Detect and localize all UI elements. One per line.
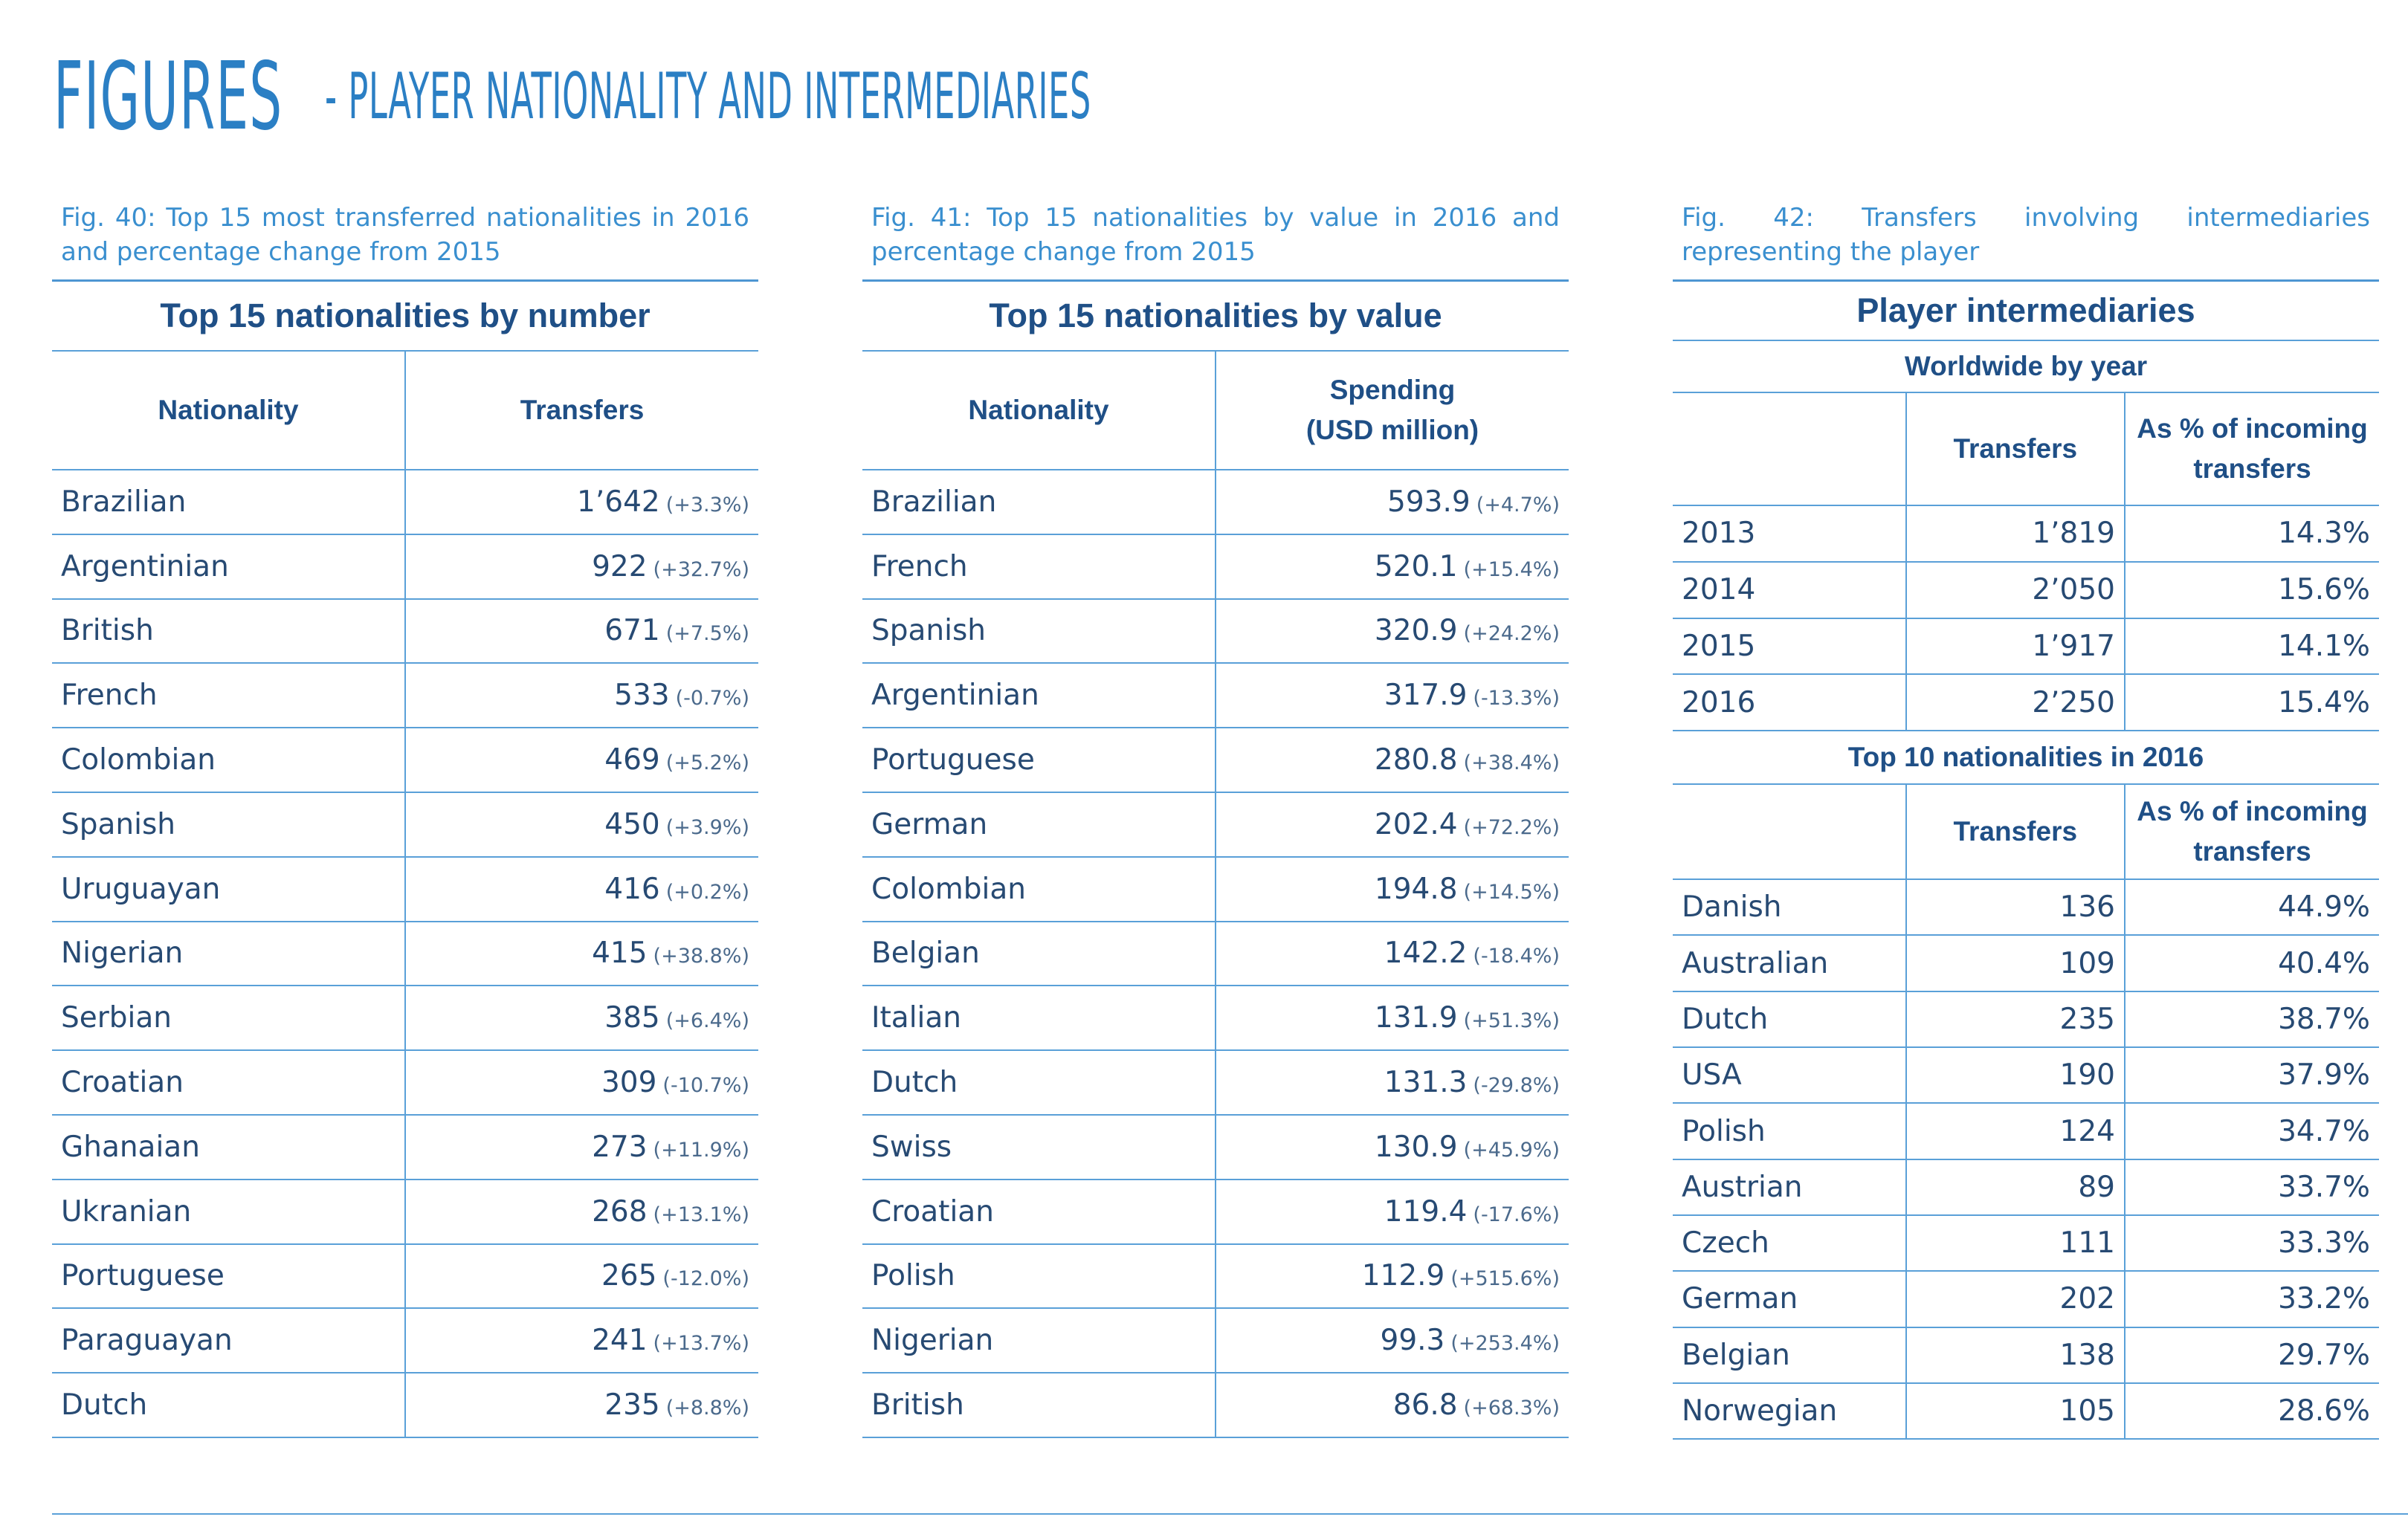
percent-cell: 33.2% [2125,1271,2379,1327]
fig41-title: Top 15 nationalities by value [862,281,1569,352]
table-row [862,599,1569,664]
change-text: (+4.7%) [1476,493,1560,517]
transfers-cell: 235 [1906,991,2125,1047]
transfers-cell: 1’819 [1906,505,2125,562]
change-text: (+253.4%) [1450,1332,1560,1356]
row-label-cell: German [1673,1271,1906,1327]
table-row [52,534,758,599]
fig41-header-spending-line2: (USD million) [1305,415,1479,445]
table-row [1673,935,2379,991]
change-text: (+38.8%) [653,945,749,968]
value-cell [405,663,758,728]
transfers-cell: 105 [1906,1383,2125,1439]
value-text: 86.8 [1392,1388,1458,1423]
row-label-cell: Czech [1673,1215,1906,1271]
fig42-section-worldwide: Worldwide by year [1673,340,2379,392]
table-row [1673,1215,2379,1271]
row-label-cell: Polish [1673,1103,1906,1159]
fig40-header-nationality: Nationality [52,351,405,470]
percent-cell: 15.4% [2125,674,2379,731]
value-cell [405,922,758,986]
value-text: 320.9 [1374,614,1458,648]
row-label-cell: USA [1673,1047,1906,1103]
nationality-cell: British [862,1373,1216,1437]
nationality-cell: Uruguayan [52,857,405,922]
value-text: 119.4 [1384,1194,1468,1229]
fig42-header-empty-2 [1673,784,1906,879]
fig41-header-nationality: Nationality [862,351,1216,470]
nationality-cell: Croatian [52,1050,405,1115]
change-text: (+13.7%) [653,1332,749,1356]
value-text: 265 [601,1259,657,1293]
nationality-cell: Nigerian [862,1308,1216,1373]
percent-cell: 33.3% [2125,1215,2379,1271]
table-row [862,1180,1569,1244]
value-text: 317.9 [1384,679,1468,713]
value-text: 112.9 [1361,1259,1445,1293]
value-text: 273 [592,1130,648,1164]
value-cell [1216,1308,1569,1373]
table-row [862,534,1569,599]
nationality-cell: Argentinian [52,534,405,599]
transfers-cell: 138 [1906,1327,2125,1383]
row-label-cell: Australian [1673,935,1906,991]
change-text: (+0.2%) [665,880,749,904]
value-text: 469 [604,743,660,777]
fig42-title: Player intermediaries [1673,281,2379,341]
percent-cell: 14.3% [2125,505,2379,562]
value-cell [1216,470,1569,534]
nationality-cell: Brazilian [862,470,1216,534]
table-row [862,1308,1569,1373]
transfers-cell: 190 [1906,1047,2125,1103]
table-row [52,792,758,857]
value-cell [405,857,758,922]
value-text: 1’642 [577,485,660,519]
value-cell [1216,534,1569,599]
value-cell [405,1050,758,1115]
table-row [862,728,1569,792]
table-row [52,1050,758,1115]
table-row [1673,879,2379,935]
change-text: (+24.2%) [1463,622,1560,646]
value-cell [1216,922,1569,986]
change-text: (-13.3%) [1473,687,1560,711]
value-text: 131.3 [1384,1066,1468,1100]
transfers-cell: 89 [1906,1159,2125,1215]
table-row [52,1115,758,1180]
fig42-table [1673,279,2379,1440]
change-text: (+68.3%) [1463,1397,1560,1420]
table-row [862,663,1569,728]
change-text: (+11.9%) [653,1138,749,1162]
value-cell [1216,1180,1569,1244]
value-cell [405,1244,758,1309]
fig40-title: Top 15 nationalities by number [52,281,758,352]
fig42-header-pct-2 [2125,784,2379,879]
table-row [862,1373,1569,1437]
value-text: 99.3 [1380,1324,1445,1358]
value-text: 416 [604,872,660,906]
value-cell [405,534,758,599]
value-cell [405,728,758,792]
footer-divider [52,1513,2408,1515]
fig42-nationality-rows [1673,879,2379,1439]
nationality-cell: Ghanaian [52,1115,405,1180]
nationality-cell: Colombian [52,728,405,792]
table-row [52,728,758,792]
value-cell [405,986,758,1050]
nationality-cell: Spanish [52,792,405,857]
row-label-cell: 2014 [1673,562,1906,618]
transfers-cell: 2’250 [1906,674,2125,731]
fig41-rows [862,470,1569,1437]
table-row [1673,1159,2379,1215]
change-text: (+14.5%) [1463,880,1560,904]
value-cell [405,599,758,664]
value-text: 922 [592,549,648,583]
fig42-caption: Fig. 42: Transfers involving intermediaries representing the player [1682,203,2370,267]
value-cell [1216,1050,1569,1115]
fig42-year-rows [1673,505,2379,731]
nationality-cell: Belgian [862,922,1216,986]
table-row [1673,1103,2379,1159]
table-row [1673,991,2379,1047]
table-row [862,1050,1569,1115]
change-text: (-12.0%) [662,1267,749,1291]
percent-cell: 40.4% [2125,935,2379,991]
value-cell [1216,728,1569,792]
nationality-cell: Argentinian [862,663,1216,728]
value-cell [1216,599,1569,664]
row-label-cell: 2016 [1673,674,1906,731]
value-cell [1216,1244,1569,1309]
table-row [862,857,1569,922]
page-title-sub: - PLAYER NATIONALITY AND INTERMEDIARIES [325,59,1091,134]
table-row [52,922,758,986]
percent-cell: 28.6% [2125,1383,2379,1439]
transfers-cell: 1’917 [1906,618,2125,675]
percent-cell: 14.1% [2125,618,2379,675]
table-row [1673,618,2379,675]
fig41-table [862,279,1569,1438]
value-cell [1216,1373,1569,1437]
value-cell [405,1373,758,1437]
change-text: (+3.3%) [665,493,749,517]
table-row [1673,562,2379,618]
fig40-rows [52,470,758,1437]
table-row [1673,505,2379,562]
value-cell [1216,986,1569,1050]
change-text: (+13.1%) [653,1203,749,1226]
transfers-cell: 124 [1906,1103,2125,1159]
fig41-panel [862,201,1569,1438]
value-text: 671 [604,614,660,648]
nationality-cell: Brazilian [52,470,405,534]
transfers-cell: 136 [1906,879,2125,935]
row-label-cell: 2013 [1673,505,1906,562]
value-text: 235 [604,1388,660,1423]
change-text: (+32.7%) [653,557,749,581]
value-cell [405,470,758,534]
value-cell [405,1115,758,1180]
change-text: (+7.5%) [665,622,749,646]
change-text: (-18.4%) [1473,945,1560,968]
nationality-cell: Italian [862,986,1216,1050]
table-row [52,663,758,728]
fig42-header-pct-1-line1: As % of incoming [2137,413,2368,444]
value-text: 520.1 [1374,549,1458,583]
fig42-panel [1673,201,2379,1440]
nationality-cell: Swiss [862,1115,1216,1180]
percent-cell: 29.7% [2125,1327,2379,1383]
nationality-cell: Ukranian [52,1180,405,1244]
fig41-caption: Fig. 41: Top 15 nationalities by value in 2016 and percentage change from 2015 [871,203,1560,267]
change-text: (-29.8%) [1473,1074,1560,1098]
change-text: (+72.2%) [1463,815,1560,839]
change-text: (+15.4%) [1463,557,1560,581]
value-text: 142.2 [1384,936,1468,971]
table-row [52,470,758,534]
value-text: 280.8 [1374,743,1458,777]
change-text: (+51.3%) [1463,1009,1560,1033]
change-text: (+6.4%) [665,1009,749,1033]
table-row [1673,1047,2379,1103]
nationality-cell: Paraguayan [52,1308,405,1373]
nationality-cell: Spanish [862,599,1216,664]
nationality-cell: Dutch [52,1373,405,1437]
value-text: 241 [592,1324,648,1358]
nationality-cell: Portuguese [862,728,1216,792]
transfers-cell: 2’050 [1906,562,2125,618]
table-row [862,1244,1569,1309]
percent-cell: 37.9% [2125,1047,2379,1103]
fig42-section-top10: Top 10 nationalities in 2016 [1673,731,2379,784]
fig40-table [52,279,758,1438]
fig40-panel [52,201,758,1438]
value-text: 533 [614,679,670,713]
percent-cell: 15.6% [2125,562,2379,618]
row-label-cell: Danish [1673,879,1906,935]
change-text: (+38.4%) [1463,751,1560,775]
nationality-cell: Serbian [52,986,405,1050]
change-text: (-0.7%) [675,687,749,711]
fig42-header-pct-1 [2125,392,2379,505]
nationality-cell: British [52,599,405,664]
nationality-cell: Croatian [862,1180,1216,1244]
table-row [862,1115,1569,1180]
fig40-header-transfers: Transfers [405,351,758,470]
table-row [52,1308,758,1373]
value-cell [1216,663,1569,728]
transfers-cell: 109 [1906,935,2125,991]
nationality-cell: German [862,792,1216,857]
change-text: (+8.8%) [665,1397,749,1420]
table-row [52,599,758,664]
fig42-header-pct-2-line1: As % of incoming [2137,796,2368,827]
fig42-header-pct-2-line2: transfers [2193,836,2311,867]
change-text: (-10.7%) [662,1074,749,1098]
table-row [1673,1383,2379,1439]
nationality-cell: Colombian [862,857,1216,922]
nationality-cell: Nigerian [52,922,405,986]
value-cell [1216,792,1569,857]
fig42-header-transfers-2: Transfers [1906,784,2125,879]
fig41-header-spending [1216,351,1569,470]
table-row [52,986,758,1050]
percent-cell: 38.7% [2125,991,2379,1047]
value-text: 131.9 [1374,1001,1458,1035]
value-text: 194.8 [1374,872,1458,906]
table-row [52,1180,758,1244]
value-cell [405,1308,758,1373]
fig42-header-empty-1 [1673,392,1906,505]
table-row [52,857,758,922]
fig42-header-pct-1-line2: transfers [2193,453,2311,484]
row-label-cell: Belgian [1673,1327,1906,1383]
change-text: (-17.6%) [1473,1203,1560,1226]
value-text: 385 [604,1001,660,1035]
row-label-cell: Dutch [1673,991,1906,1047]
nationality-cell: Dutch [862,1050,1216,1115]
value-text: 415 [592,936,648,971]
value-cell [1216,1115,1569,1180]
fig41-header-spending-line1: Spending [1329,375,1456,405]
transfers-cell: 202 [1906,1271,2125,1327]
table-row [862,922,1569,986]
page-title-main: FIGURES [54,42,283,151]
table-row [52,1244,758,1309]
row-label-cell: Austrian [1673,1159,1906,1215]
table-row [1673,674,2379,731]
value-text: 202.4 [1374,807,1458,841]
table-row [862,470,1569,534]
change-text: (+5.2%) [665,751,749,775]
value-cell [1216,857,1569,922]
fig40-caption: Fig. 40: Top 15 most transferred nationalities in 2016 and percentage change from 2015 [61,203,749,267]
nationality-cell: French [862,534,1216,599]
nationality-cell: French [52,663,405,728]
transfers-cell: 111 [1906,1215,2125,1271]
value-text: 309 [601,1066,657,1100]
percent-cell: 33.7% [2125,1159,2379,1215]
nationality-cell: Portuguese [52,1244,405,1309]
value-text: 450 [604,807,660,841]
page-title [54,27,1798,151]
row-label-cell: Norwegian [1673,1383,1906,1439]
value-text: 268 [592,1194,648,1229]
change-text: (+45.9%) [1463,1138,1560,1162]
table-row [1673,1271,2379,1327]
percent-cell: 44.9% [2125,879,2379,935]
change-text: (+3.9%) [665,815,749,839]
row-label-cell: 2015 [1673,618,1906,675]
value-cell [405,1180,758,1244]
change-text: (+515.6%) [1450,1267,1560,1291]
nationality-cell: Polish [862,1244,1216,1309]
value-text: 593.9 [1387,485,1471,519]
fig42-header-transfers-1: Transfers [1906,392,2125,505]
percent-cell: 34.7% [2125,1103,2379,1159]
table-row [1673,1327,2379,1383]
value-text: 130.9 [1374,1130,1458,1164]
table-row [862,792,1569,857]
value-cell [405,792,758,857]
table-row [862,986,1569,1050]
table-row [52,1373,758,1437]
